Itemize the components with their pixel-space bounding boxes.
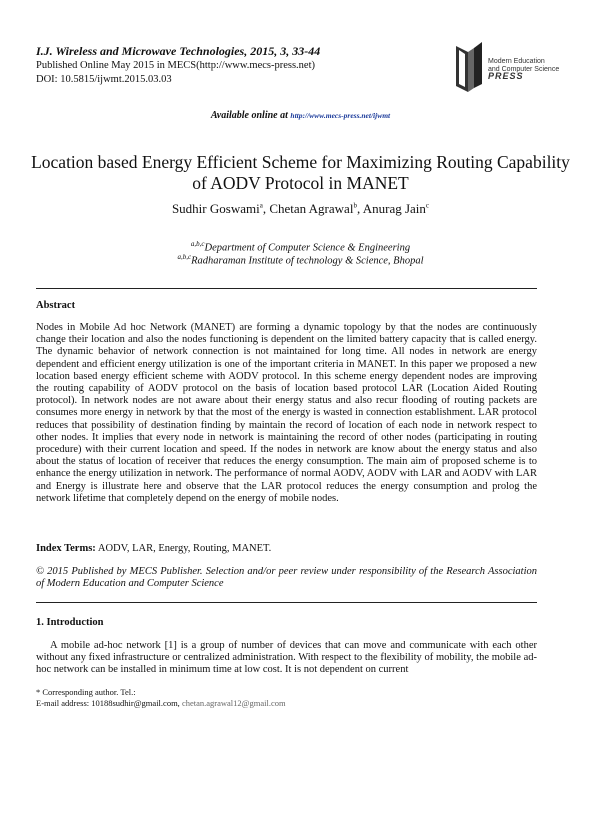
available-online [0, 110, 601, 121]
author-name: Sudhir Goswami [171, 201, 260, 216]
affiliation-text: Radharaman Institute of technology & Science, Bhopal [191, 255, 424, 267]
journal-title: I.J. Wireless and Microwave Technologies, 2015, 3, 33-44 [36, 44, 321, 58]
index-terms-value: AODV, LAR, Energy, Routing, MANET. [97, 543, 272, 554]
index-terms [36, 543, 537, 555]
email-1: 10188sudhir@gmail.com, [91, 698, 180, 708]
index-terms-label: Index Terms: [36, 543, 96, 554]
email-2: chetan.agrawal12@gmail.com [181, 698, 286, 708]
divider [36, 288, 537, 289]
publisher-logo [452, 38, 562, 96]
footnote [36, 687, 286, 709]
logo-press: PRESS [488, 71, 524, 81]
logo-line2: and Computer Science [488, 65, 560, 73]
abstract-heading: Abstract [36, 300, 76, 311]
journal-link[interactable]: http://www.mecs-press.net/ijwmt [290, 111, 391, 120]
author-sup: a [259, 201, 263, 210]
intro-body: A mobile ad-hoc network [1] is a group of number of devices that can move and communicate with each other without any fixed infrastructure or centralized administration. With respect to the flexibility of mobility, the mobile ad-hoc network can be installed in minimum time at low cost. It is not dependent on current [36, 640, 537, 676]
email-label: E-mail address: [36, 698, 90, 708]
author-sep: , [262, 201, 270, 216]
author-name: Anurag Jain [362, 201, 426, 216]
affiliation-sup: a,b,c [177, 253, 192, 261]
published-line: Published Online May 2015 in MECS(http://www.mecs-press.net) [36, 60, 316, 71]
divider [36, 602, 537, 603]
available-label: Available online at [210, 110, 288, 121]
author-sup: c [425, 201, 430, 210]
doi-line: DOI: 10.5815/ijwmt.2015.03.03 [36, 74, 172, 85]
email-line [36, 698, 286, 709]
abstract-body: Nodes in Mobile Ad hoc Network (MANET) are forming a dynamic topology by that the nodes are continuously change their location and also the nodes functioning is dependent on the limited battery capacity that is called energy. The dynamic behavior of network connection is not maintained for long time. All nodes in network are energy dependent and efficient energy utilization is one of the important criteria in MANET. In this paper we proposed a new location based energy efficient scheme with AODV protocol. In this scheme energy dependent nodes are improving the routing capability of AODV protocol on the basis of location based protocol LAR (Location Aided Routing protocol). In network nodes are not aware about their energy status and also recur flooding of routing packets are consumes more energy in network by that the most of the energy is wasted in connection establishment. LAR protocol reduces that possibility of destination finding by maintain the record of location of each node in network respect to other nodes. It implies that every node in network is maintaining the record of other nodes (participating in routing procedure) with their current location and speed. If the nodes in network are know about the energy status and also about the status of location of receiver that reduces the energy consumption. The main aim of proposed scheme is to enhance the energy utilization in network. The performance of normal AODV, AODV with LAR and AODV with LAR and Energy is illustrate here and observe that the LAR protocol reduces the energy consumption and prolog the network lifetime that completely depend on the energy of mobile nodes. [36, 322, 537, 504]
author-sup: b [353, 201, 357, 210]
affiliation [0, 253, 601, 267]
corresponding-author: * Corresponding author. Tel.: [36, 687, 136, 697]
author-list [0, 201, 601, 217]
copyright-notice: © 2015 Published by MECS Publisher. Selection and/or peer review under responsibility of the Research Association of Modern Education and Computer Science [36, 566, 537, 590]
affiliation-text: Department of Computer Science & Engineering [204, 242, 411, 254]
author-sep: , [356, 201, 363, 216]
affiliation-sup: a,b,c [190, 240, 205, 248]
author-name: Chetan Agrawal [269, 201, 354, 216]
affiliation [0, 240, 601, 254]
logo-line1: Modern Education [488, 58, 545, 65]
paper-title: Location based Energy Efficient Scheme for Maximizing Routing Capability of AODV Protocol in MANET [31, 152, 570, 193]
intro-heading: 1. Introduction [36, 617, 104, 628]
